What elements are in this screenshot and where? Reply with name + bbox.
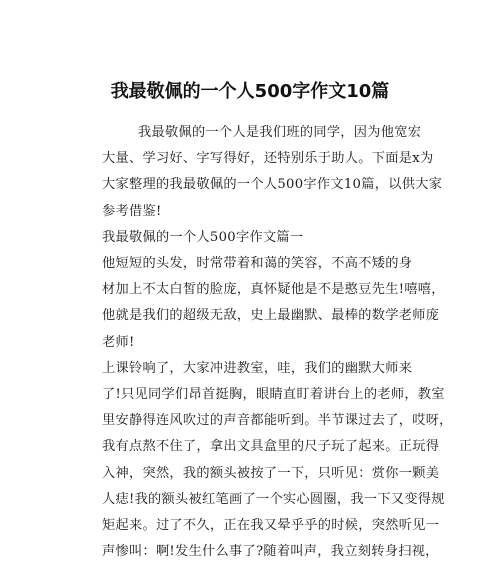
text-line: 了!只见同学们昂首挺胸，眼睛直盯着讲台上的老师，教室 [102, 387, 445, 403]
text-line: 材加上不太白皙的脸庞，真怀疑他是不是憨豆先生!嘻嘻， [102, 282, 445, 298]
text-line: 矩起来。过了不久，正在我又晕乎乎的时候，突然听见一 [102, 518, 440, 534]
text-line: 上课铃响了，大家冲进教室，哇，我们的幽默大师来 [102, 360, 413, 376]
text-line: 大家整理的我最敬佩的一个人500字作文10篇，以供大家 [102, 177, 443, 193]
text-line: 入神，突然，我的额头被按了一下，只听见：赏你一颗美 [102, 465, 440, 481]
section-heading: 我最敬佩的一个人500字作文篇一 [102, 229, 304, 245]
text-line: 我有点熬不住了，拿出文具盒里的尺子玩了起来。正玩得 [102, 439, 440, 455]
text-line: 我最敬佩的一个人是我们班的同学，因为他宽宏 [138, 125, 422, 140]
text-line: 里安静得连风吹过的声音都能听到。半节课过去了，哎呀， [102, 413, 453, 429]
paragraph-description [102, 251, 445, 356]
document-title: 我最敬佩的一个人500字作文10篇 [110, 81, 390, 102]
text-line: 他就是我们的超级无敌，史上最幽默、最棒的数学老师庞 [102, 308, 440, 324]
paragraph-story [102, 356, 453, 566]
document-body [102, 120, 453, 565]
paragraph-heading [102, 225, 412, 251]
text-line: 声惨叫：啊!发生什么事了?随着叫声，我立刻转身扫视， [102, 544, 439, 560]
text-line: 他短短的头发，时常带着和蔼的笑容，不高不矮的身 [102, 256, 413, 272]
text-line: 大量、学习好、字写得好，还特别乐于助人。下面是x为 [102, 151, 434, 167]
text-line: 人痣!我的额头被红笔画了一个实心圆圈，我一下又变得规 [102, 491, 445, 507]
paragraph-intro [102, 120, 443, 225]
text-line: 参考借鉴! [102, 203, 162, 219]
text-line: 老师! [102, 334, 135, 350]
